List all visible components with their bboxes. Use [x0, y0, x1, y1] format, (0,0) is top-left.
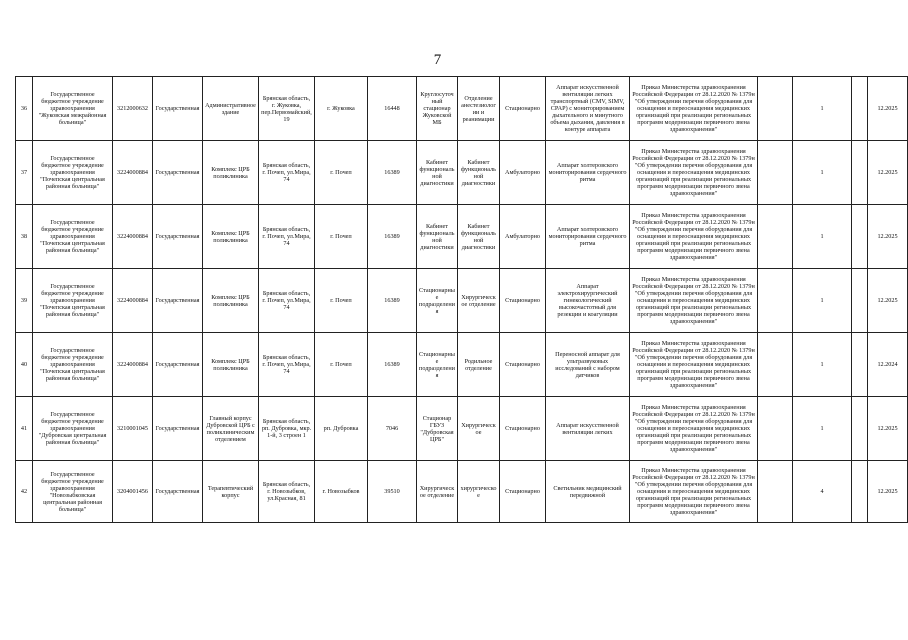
table-row: [16, 141, 908, 205]
cell-care-type: Стационарно: [500, 397, 546, 461]
table-row: [16, 333, 908, 397]
cell-num: 38: [16, 205, 33, 269]
cell-num: 36: [16, 77, 33, 141]
empty-cell: [758, 141, 793, 205]
cell-address: Брянская область, г. Почеп, ул.Мира, 74: [259, 141, 315, 205]
cell-unit: Круглосуточный стационар Жуковской МБ: [417, 77, 458, 141]
cell-quantity: 1: [793, 205, 852, 269]
cell-order: Приказ Министерства здравоохранения Российской Федерации от 28.12.2020 № 1379н "Об утверждении перечня оборудования для оснащения и переоснащения медицинских организаций при реализации региональных программ модернизации первичного звена здравоохранения": [630, 205, 758, 269]
cell-ownership: Государственная: [153, 205, 203, 269]
cell-code: 16389: [368, 333, 417, 397]
cell-department: Кабинет функциональной диагностики: [458, 205, 500, 269]
cell-code: 16389: [368, 141, 417, 205]
cell-inn: 3204001456: [113, 461, 153, 523]
cell-building: Терапевтический корпус: [203, 461, 259, 523]
cell-date: 12.2025: [868, 269, 908, 333]
table-row: [16, 397, 908, 461]
cell-building: Административное здание: [203, 77, 259, 141]
cell-equipment: Светильник медицинский передвижной: [546, 461, 630, 523]
cell-unit: Стационар ГБУЗ "Дубровская ЦРБ": [417, 397, 458, 461]
cell-department: Отделение анестезиологии и реанимации: [458, 77, 500, 141]
cell-inn: 3224000884: [113, 205, 153, 269]
cell-code: 16389: [368, 205, 417, 269]
empty-cell: [852, 461, 868, 523]
cell-care-type: Амбулаторно: [500, 205, 546, 269]
empty-cell: [852, 269, 868, 333]
cell-order: Приказ Министерства здравоохранения Российской Федерации от 28.12.2020 № 1379н "Об утверждении перечня оборудования для оснащения и переоснащения медицинских организаций при реализации региональных программ модернизации первичного звена здравоохранения": [630, 77, 758, 141]
empty-cell: [758, 461, 793, 523]
cell-department: хирургическое: [458, 461, 500, 523]
cell-unit: Стационарные подразделения: [417, 269, 458, 333]
cell-address: Брянская область, г. Почеп, ул.Мира, 74: [259, 333, 315, 397]
cell-unit: Стационарные подразделения: [417, 333, 458, 397]
cell-quantity: 1: [793, 77, 852, 141]
table-row: [16, 205, 908, 269]
cell-ownership: Государственная: [153, 461, 203, 523]
empty-cell: [852, 333, 868, 397]
cell-ownership: Государственная: [153, 141, 203, 205]
cell-org: Государственное бюджетное учреждение здравоохранения "Новозыбковская центральная районная больница": [33, 461, 113, 523]
cell-date: 12.2024: [868, 333, 908, 397]
cell-org: Государственное бюджетное учреждение здравоохранения "Дубровская центральная районная больница": [33, 397, 113, 461]
cell-equipment: Аппарат холтеровского мониторирования сердечного ритма: [546, 141, 630, 205]
cell-order: Приказ Министерства здравоохранения Российской Федерации от 28.12.2020 № 1379н "Об утверждении перечня оборудования для оснащения и переоснащения медицинских организаций при реализации региональных программ модернизации первичного звена здравоохранения": [630, 269, 758, 333]
cell-ownership: Государственная: [153, 397, 203, 461]
empty-cell: [758, 269, 793, 333]
cell-unit: Кабинет функциональной диагностики: [417, 141, 458, 205]
cell-order: Приказ Министерства здравоохранения Российской Федерации от 28.12.2020 № 1379н "Об утверждении перечня оборудования для оснащения и переоснащения медицинских организаций при реализации региональных программ модернизации первичного звена здравоохранения": [630, 397, 758, 461]
cell-address: Брянская область, г. Почеп, ул.Мира, 74: [259, 269, 315, 333]
cell-num: 39: [16, 269, 33, 333]
cell-address: Брянская область, г. Новозыбков, ул.Красная, 81: [259, 461, 315, 523]
cell-quantity: 4: [793, 461, 852, 523]
cell-unit: Хирургическое отделение: [417, 461, 458, 523]
cell-equipment: Аппарат холтеровского мониторирования сердечного ритма: [546, 205, 630, 269]
table-row: [16, 77, 908, 141]
cell-unit: Кабинет функциональной диагностики: [417, 205, 458, 269]
cell-department: Хирургическое: [458, 397, 500, 461]
table-body: [16, 77, 908, 523]
cell-quantity: 1: [793, 141, 852, 205]
cell-settlement: г. Почеп: [315, 205, 368, 269]
cell-num: 42: [16, 461, 33, 523]
empty-cell: [852, 141, 868, 205]
cell-code: 7046: [368, 397, 417, 461]
cell-settlement: г. Жуковка: [315, 77, 368, 141]
cell-ownership: Государственная: [153, 269, 203, 333]
cell-ownership: Государственная: [153, 333, 203, 397]
cell-order: Приказ Министерства здравоохранения Российской Федерации от 28.12.2020 № 1379н "Об утверждении перечня оборудования для оснащения и переоснащения медицинских организаций при реализации региональных программ модернизации первичного звена здравоохранения": [630, 333, 758, 397]
cell-equipment: Аппарат искусственной вентиляции легких: [546, 397, 630, 461]
empty-cell: [758, 77, 793, 141]
cell-num: 40: [16, 333, 33, 397]
empty-cell: [852, 397, 868, 461]
cell-inn: 3224000884: [113, 269, 153, 333]
cell-department: Родильное отделение: [458, 333, 500, 397]
cell-inn: 3224000884: [113, 333, 153, 397]
cell-building: Комплекс ЦРБ поликлиника: [203, 269, 259, 333]
table-row: [16, 269, 908, 333]
cell-code: 16448: [368, 77, 417, 141]
cell-code: 16389: [368, 269, 417, 333]
empty-cell: [758, 333, 793, 397]
cell-care-type: Стационарно: [500, 333, 546, 397]
empty-cell: [852, 77, 868, 141]
cell-date: 12.2025: [868, 77, 908, 141]
cell-settlement: г. Почеп: [315, 333, 368, 397]
cell-date: 12.2025: [868, 397, 908, 461]
cell-num: 37: [16, 141, 33, 205]
cell-department: Хирургическое отделение: [458, 269, 500, 333]
cell-quantity: 1: [793, 269, 852, 333]
cell-department: Кабинет функциональной диагностики: [458, 141, 500, 205]
empty-cell: [758, 397, 793, 461]
cell-address: Брянская область, г. Жуковка, пер.Первомайский, 19: [259, 77, 315, 141]
cell-care-type: Стационарно: [500, 269, 546, 333]
cell-address: Брянская область, г. Почеп, ул.Мира, 74: [259, 205, 315, 269]
cell-date: 12.2025: [868, 205, 908, 269]
cell-order: Приказ Министерства здравоохранения Российской Федерации от 28.12.2020 № 1379н "Об утверждении перечня оборудования для оснащения и переоснащения медицинских организаций при реализации региональных программ модернизации первичного звена здравоохранения": [630, 461, 758, 523]
table-row: [16, 461, 908, 523]
cell-equipment: Аппарат искусственной вентиляции легких транспортный (CMV, SIMV, CPAP) с мониторированием дыхательного и минутного объема дыхания, давления в контуре аппарата: [546, 77, 630, 141]
cell-care-type: Стационарно: [500, 77, 546, 141]
cell-org: Государственное бюджетное учреждение здравоохранения "Почепская центральная районная больница": [33, 333, 113, 397]
page-number: 7: [433, 52, 442, 68]
empty-cell: [852, 205, 868, 269]
cell-building: Комплекс ЦРБ поликлиника: [203, 333, 259, 397]
cell-equipment: Аппарат электрохирургический гинекологический высокочастотный для резекции и коагуляции: [546, 269, 630, 333]
cell-building: Главный корпус Дубровской ЦРБ с поликлиническим отделением: [203, 397, 259, 461]
cell-code: 39510: [368, 461, 417, 523]
empty-cell: [758, 205, 793, 269]
cell-date: 12.2025: [868, 141, 908, 205]
cell-order: Приказ Министерства здравоохранения Российской Федерации от 28.12.2020 № 1379н "Об утверждении перечня оборудования для оснащения и переоснащения медицинских организаций при реализации региональных программ модернизации первичного звена здравоохранения": [630, 141, 758, 205]
cell-date: 12.2025: [868, 461, 908, 523]
cell-inn: 3210001045: [113, 397, 153, 461]
cell-quantity: 1: [793, 397, 852, 461]
cell-org: Государственное бюджетное учреждение здравоохранения "Почепская центральная районная больница": [33, 269, 113, 333]
cell-settlement: рп. Дубровка: [315, 397, 368, 461]
cell-quantity: 1: [793, 333, 852, 397]
cell-org: Государственное бюджетное учреждение здравоохранения "Почепская центральная районная больница": [33, 141, 113, 205]
cell-settlement: г. Почеп: [315, 269, 368, 333]
cell-inn: 3224000884: [113, 141, 153, 205]
cell-org: Государственное бюджетное учреждение здравоохранения "Почепская центральная районная больница": [33, 205, 113, 269]
cell-settlement: г. Новозыбков: [315, 461, 368, 523]
cell-org: Государственное бюджетное учреждение здравоохранения "Жуковская межрайонная больница": [33, 77, 113, 141]
cell-address: Брянская область, рп. Дубровка, мкр. 1-й, 3 строен 1: [259, 397, 315, 461]
cell-equipment: Переносной аппарат для ультразвуковых исследований с набором датчиков: [546, 333, 630, 397]
cell-ownership: Государственная: [153, 77, 203, 141]
cell-num: 41: [16, 397, 33, 461]
cell-building: Комплекс ЦРБ поликлиника: [203, 141, 259, 205]
cell-care-type: Стационарно: [500, 461, 546, 523]
cell-inn: 3212000632: [113, 77, 153, 141]
cell-building: Комплекс ЦРБ поликлиника: [203, 205, 259, 269]
cell-care-type: Амбулаторно: [500, 141, 546, 205]
equipment-table: [15, 76, 908, 523]
cell-settlement: г. Почеп: [315, 141, 368, 205]
